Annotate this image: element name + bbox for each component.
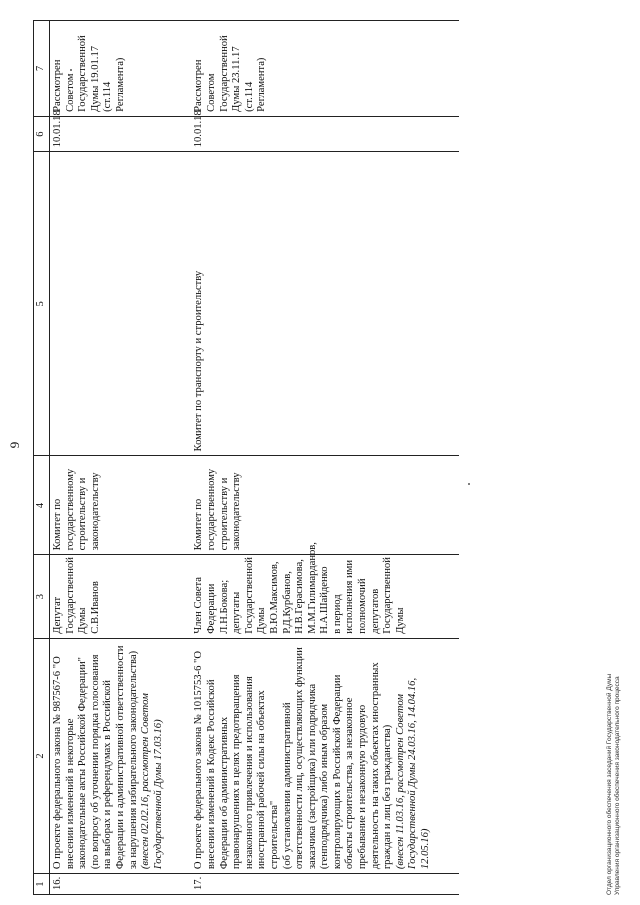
page-number: 9 bbox=[7, 441, 22, 449]
column-header: 2 bbox=[34, 638, 50, 873]
scan-speck bbox=[70, 69, 72, 71]
column-header: 5 bbox=[34, 152, 50, 456]
bills-table bbox=[33, 20, 459, 895]
bill-author-text: Депутат Государственной Думы С.В.Иванов bbox=[52, 557, 101, 634]
co-executor-committee bbox=[50, 152, 192, 456]
responsible-committee-text: Комитет по государственному строительству и законодательству bbox=[52, 468, 101, 551]
bill-description bbox=[191, 638, 458, 873]
column-header: 1 bbox=[34, 874, 50, 895]
table-row bbox=[191, 21, 458, 895]
bill-subject: (об установлении административной ответственности лиц, осуществляющих функции заказчика (застройщика) или подрядчика (генподрядчика) либо иным образом контролирующих в Российской Федерации объекты строительства, за незаконное пребывание и незаконную трудовую деятельность на таких объектах иностранных граждан и лиц без гражданства) bbox=[281, 647, 394, 870]
responsible-committee bbox=[191, 456, 458, 555]
co-executor-committee-text: Комитет по транспорту и строительству bbox=[193, 270, 205, 452]
table-header-row bbox=[34, 21, 50, 895]
responsible-committee-text: Комитет по государственному строительству и законодательству bbox=[193, 468, 243, 551]
bill-title: О проекте федерального закона № 987567-6 "О внесении изменений в некоторые законодательные акты Российской Федерации" bbox=[52, 656, 89, 870]
bill-submission-note: (внесен 02.02.16, рассмотрен Советом Государственной Думы 17.03.16) bbox=[140, 693, 164, 870]
co-executor-committee bbox=[191, 152, 458, 456]
bill-author bbox=[191, 542, 458, 638]
bill-author-text: Член Совета Федерации Л.Н.Бокова; депутаты Государственной Думы В.Ю.Максимов, Р.Д.Курбанов, Н.В.Герасимова, М.М.Гилимарданов, Н.А.Шайденко в период исполнения ими полномочий депутатов Государственной Думы bbox=[193, 542, 406, 634]
row-number: 16. bbox=[50, 874, 192, 895]
footer-line: Управления организационного обеспечения законодательного процесса bbox=[614, 676, 621, 895]
bill-author bbox=[50, 555, 192, 638]
scan-speck bbox=[468, 483, 470, 485]
column-header: 7 bbox=[34, 21, 50, 117]
bill-status-text: Рассмотрен Советом Государственной Думы 19.01.17 (ст.114 Регламента) bbox=[52, 35, 126, 112]
responsible-committee bbox=[50, 456, 192, 555]
column-header: 6 bbox=[34, 116, 50, 151]
bill-title: О проекте федерального закона № 1015753-6 "О внесении изменений в Кодекс Российской Федерации об административных правонарушениях в целях предотвращения незаконного привлечения и использования иностранной рабочей силы на объектах строительства" bbox=[193, 650, 280, 870]
row-number: 17. bbox=[191, 874, 458, 895]
bill-subject: (по вопросу об уточнении порядка голосования на выборах и референдумах в Российской Федерации и административной ответственности за нарушения избирательного законодательства) bbox=[89, 645, 139, 870]
table-row bbox=[50, 21, 192, 895]
bill-status bbox=[191, 21, 458, 117]
bill-status-text: Рассмотрен Советом Государственной Думы 23.11.17 (ст.114 Регламента) bbox=[193, 35, 268, 112]
bill-submission-note: (внесен 11.03.16, рассмотрен Советом Государственной Думы 24.03.16, 14.04.16, 12.05.16) bbox=[394, 677, 432, 870]
review-date: 10.01.18 bbox=[50, 116, 192, 151]
footer-line: Отдел организационного обеспечения заседаний Государственной Думы bbox=[606, 673, 613, 895]
column-header: 4 bbox=[34, 456, 50, 555]
bill-description bbox=[50, 638, 192, 873]
column-header: 3 bbox=[34, 555, 50, 638]
document-footer bbox=[606, 674, 622, 895]
review-date: 10.01.18 bbox=[191, 116, 458, 151]
